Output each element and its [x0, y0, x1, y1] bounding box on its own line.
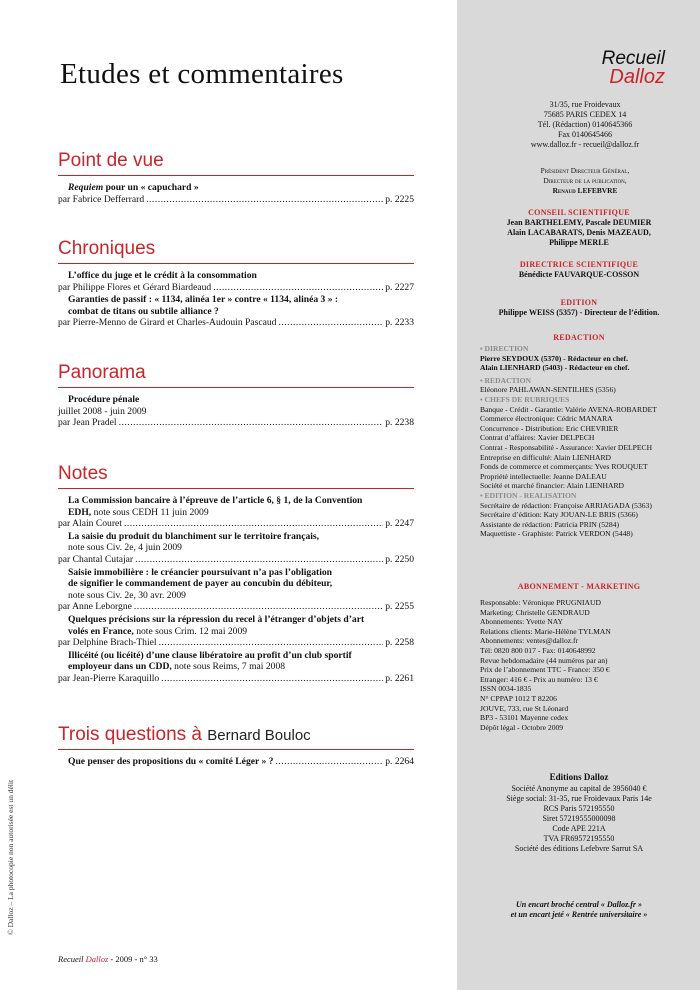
entry-title-cont: EDH,	[68, 506, 92, 518]
entry-title-cont: volés en France,	[68, 625, 134, 637]
abonnement-heading-block	[470, 582, 688, 592]
direction-line: Alain LIENHARD (5403) - Rédacteur en chef.	[480, 363, 630, 373]
entry-note: note sous CEDH 11 juin 2009	[91, 506, 209, 518]
leader-dots	[213, 282, 383, 294]
abonnement-line: Abonnements: ventes@dalloz.fr	[480, 636, 579, 646]
entry-author: par Anne Leborgne	[58, 601, 132, 613]
entry-title: La saisie du produit du blanchiment sur le territoire français,	[68, 530, 320, 542]
logo-line-2: Dalloz	[609, 66, 665, 88]
conseil-line: Philippe MERLE	[549, 238, 609, 247]
toc-entry[interactable]	[58, 270, 414, 293]
entry-title: Garanties de passif : « 1134, alinéa 1er » contre « 1134, alinéa 3 » :	[68, 294, 339, 306]
abonnement-line: Responsable: Véronique PRUGNIAUD	[480, 598, 601, 607]
editions-line: TVA FR69572195550	[543, 834, 615, 843]
realisation-line: Maquettiste - Graphiste: Patrick VERDON (5448)	[480, 529, 633, 539]
section-notes	[58, 463, 414, 686]
recueil-dalloz-logo	[525, 50, 665, 86]
encart-line: et un encart jeté « Rentrée universitaire »	[510, 910, 648, 919]
address-line: 75685 PARIS CEDEX 14	[543, 110, 627, 119]
chefs-line: Fonds de commerce et commerçants: Yves ROUQUET	[480, 462, 648, 472]
entry-page: p. 2238	[385, 417, 414, 429]
section-heading: Panorama	[58, 362, 414, 388]
pdg-line: Président Directeur Général,	[540, 166, 630, 175]
entry-author: par Alain Couret	[58, 518, 122, 530]
realisation-heading: • EDITION - REALISATION	[480, 490, 577, 500]
chefs-line: Commerce électronique: Cédric MANARA	[480, 414, 613, 424]
abonnement-line: Revue hebdomadaire (44 numéros par an)	[480, 655, 608, 665]
leader-dots	[278, 317, 383, 329]
section-heading-text: Trois questions à	[58, 724, 202, 745]
editions-heading: Editions Dalloz	[549, 772, 609, 782]
footer	[58, 954, 158, 964]
leader-dots	[159, 637, 384, 649]
conseil-line: Alain LACABARATS, Denis MAZEAUD,	[507, 228, 651, 237]
direction-line: Pierre SEYDOUX (5370) - Rédacteur en chef.	[480, 353, 628, 363]
entry-author: par Philippe Flores et Gérard Biardeaud	[58, 281, 212, 293]
directrice-heading: DIRECTRICE SCIENTIFIQUE	[519, 260, 639, 269]
address-block	[490, 100, 680, 150]
address-line: www.dalloz.fr - recueil@dalloz.fr	[530, 140, 640, 149]
editions-line: Société des éditions Lefebvre Sarrut SA	[514, 844, 644, 853]
leader-dots	[119, 417, 384, 429]
leader-dots	[124, 518, 383, 530]
chefs-line: Contrat d’affaires: Xavier DELPECH	[480, 433, 595, 443]
address-line: Fax 0140645466	[558, 130, 612, 139]
abonnement-line: Prix de l’abonnement TTC - France: 350 €	[480, 665, 610, 675]
entry-title: Quelques précisions sur la répression du recel à l’étranger d’objets d’art	[68, 613, 365, 625]
entry-note: note sous Reims, 7 mai 2008	[171, 661, 286, 673]
section-panorama	[58, 362, 414, 430]
entry-page: p. 2258	[385, 637, 414, 649]
entry-page: p. 2264	[385, 756, 414, 767]
entry-author: par Jean-Pierre Karaquillo	[58, 672, 160, 684]
footer-brand: Dalloz	[85, 954, 109, 964]
abonnement-line: ISSN 0034-1835	[480, 684, 532, 694]
leader-dots	[275, 756, 383, 768]
encart-block	[470, 900, 688, 920]
entry-page: p. 2261	[385, 672, 414, 684]
footer-recueil: Recueil	[58, 954, 86, 964]
leader-dots	[135, 554, 383, 566]
entry-title-cont: employeur dans un CDD,	[68, 661, 172, 673]
chefs-line: Banque - Crédit - Garantie: Valérie AVENA-ROBARDET	[480, 404, 657, 414]
abonnement-line: N° CPPAP 1012 T 82206	[480, 693, 557, 703]
entry-author: par Fabrice Defferrard	[58, 193, 145, 205]
toc-entry[interactable]	[58, 614, 414, 649]
entry-title-cont: combat de titans ou subtile alliance ?	[68, 305, 219, 317]
abonnement-line: BP3 - 53101 Mayenne cedex	[480, 713, 569, 723]
toc-entry[interactable]	[58, 182, 414, 205]
abonnement-heading: ABONNEMENT - MARKETING	[517, 582, 641, 591]
leader-dots	[146, 194, 383, 206]
edition-heading: EDITION	[560, 298, 598, 307]
entry-title: L’office du juge et le crédit à la consommation	[68, 270, 257, 281]
abonnement-line: JOUVE, 733, rue St Léonard	[480, 703, 569, 713]
edition-block	[470, 298, 688, 318]
directrice-block	[470, 260, 688, 280]
entry-note: juillet 2008 - juin 2009	[58, 405, 147, 417]
entry-title: Que penser des propositions du « comité Léger » ?	[68, 756, 274, 767]
pdg-line: Directeur de la publication,	[543, 176, 627, 185]
entry-author: par Jean Pradel	[58, 417, 117, 429]
edition-line: Philippe WEISS (5357) - Directeur de l’édition.	[498, 308, 660, 317]
realisation-line: Secrétaire d’édition: Katy JOUAN-LE BRIS (5366)	[480, 510, 638, 520]
redaction-line: Eléonore PAHLAWAN-SENTILHES (5356)	[480, 385, 616, 395]
leader-dots	[161, 673, 383, 685]
abonnement-line: Dépôt légal - Octobre 2009	[480, 722, 564, 732]
entry-note: note sous Crim. 12 mai 2009	[133, 625, 248, 637]
redaction-heading-block	[470, 333, 688, 343]
section-chroniques	[58, 238, 414, 330]
entry-title: Saisie immobilière : le créancier poursuivant n’a pas l’obligation	[68, 566, 333, 578]
toc-entry[interactable]	[58, 756, 414, 768]
pdg-name: Renaud LEFEBVRE	[552, 186, 618, 195]
entry-page: p. 2227	[385, 281, 414, 293]
editions-line: Siret 57219555000098	[542, 814, 616, 823]
entry-title-italic: Requiem	[68, 182, 104, 193]
realisation-line: Secrétaire de rédaction: Françoise ARRIAGADA (5363)	[480, 500, 652, 510]
toc-entry[interactable]	[58, 531, 414, 566]
conseil-heading: CONSEIL SCIENTIFIQUE	[528, 208, 630, 217]
copyright-vertical: © Dalloz – La photocopie non autorisée est un délit	[6, 779, 15, 935]
entry-page: p. 2255	[385, 601, 414, 613]
entry-page: p. 2233	[385, 317, 414, 329]
entry-page: p. 2250	[385, 553, 414, 565]
section-point-de-vue	[58, 150, 414, 206]
redaction-block	[480, 344, 690, 539]
leader-dots	[134, 601, 383, 613]
encart-line: Un encart broché central « Dalloz.fr »	[516, 900, 642, 909]
section-heading: Point de vue	[58, 150, 414, 176]
entry-title: Procédure pénale	[68, 394, 140, 405]
entry-title: pour un « capuchard »	[103, 182, 199, 193]
footer-issue: - 2009 - n° 33	[108, 954, 158, 964]
page-title: Etudes et commentaires	[60, 58, 344, 90]
direction-heading: • DIRECTION	[480, 344, 529, 353]
address-line: Tél. (Rédaction) 0140645366	[537, 120, 633, 129]
entry-title: Illicéité (ou licéité) d’une clause libératoire au profit d’un club sportif	[68, 649, 352, 661]
section-heading-person: Bernard Bouloc	[207, 727, 311, 744]
entry-author: par Pierre-Menno de Girard et Charles-Audouin Pascaud	[58, 317, 277, 329]
section-heading: Notes	[58, 463, 414, 489]
conseil-line: Jean BARTHELEMY, Pascale DEUMIER	[506, 218, 652, 227]
editions-line: Société Anonyme au capital de 3956040 €	[511, 784, 647, 793]
entry-author: par Delphine Brach-Thiel	[58, 637, 157, 649]
abonnement-line: Etranger: 416 € - Prix au numéro: 13 €	[480, 674, 598, 684]
section-trois-questions	[58, 724, 414, 769]
toc-entry[interactable]	[58, 394, 414, 429]
toc-entry[interactable]	[58, 567, 414, 613]
redaction-subheading: • REDACTION	[480, 375, 531, 385]
entry-title-cont: de signifier le commandement de payer au concubin du débiteur,	[68, 578, 333, 590]
entry-note: note sous Civ. 2e, 30 avr. 2009	[68, 589, 186, 601]
realisation-line: Assistante de rédaction: Patricia PRIN (5284)	[480, 519, 619, 529]
abonnement-line: Marketing: Christelle GENDRAUD	[480, 607, 590, 617]
entry-note: note sous Civ. 2e, 4 juin 2009	[68, 542, 182, 554]
directrice-name: Bénédicte FAUVARQUE-COSSON	[518, 270, 640, 279]
chefs-line: Contrat - Responsabilité - Assurance: Xavier DELPECH	[480, 442, 653, 452]
chefs-line: Propriété intellectuelle: Jeanne DALEAU	[480, 471, 607, 481]
entry-page: p. 2247	[385, 518, 414, 530]
toc-entry[interactable]	[58, 650, 414, 685]
editions-line: RCS Paris 572195550	[543, 804, 615, 813]
entry-title: La Commission bancaire à l’épreuve de l’article 6, § 1, de la Convention	[68, 495, 363, 506]
entry-page: p. 2225	[385, 193, 414, 205]
abonnement-line: Tél: 0820 800 017 - Fax: 0140648992	[480, 645, 596, 655]
chefs-line: Entreprise en difficulté: Alain LIENHARD	[480, 452, 612, 462]
toc-entry[interactable]	[58, 495, 414, 530]
entry-author: par Chantal Cutajar	[58, 553, 134, 565]
logo-line-1: Recueil	[601, 48, 665, 69]
pdg-block	[490, 166, 680, 196]
redaction-heading: REDACTION	[553, 333, 605, 342]
chefs-line: Société et marché financier: Alain LIENHARD	[480, 481, 625, 491]
abonnement-block	[480, 598, 690, 732]
chefs-heading: • CHEFS DE RUBRIQUES	[480, 394, 570, 404]
abonnement-line: Abonnements: Yvette NAY	[480, 617, 564, 627]
address-line: 31/35, rue Froidevaux	[549, 100, 621, 109]
section-heading	[58, 724, 414, 750]
chefs-line: Concurrence - Distribution: Eric CHEVRIER	[480, 423, 619, 433]
abonnement-line: Relations clients: Marie-Hélène TYLMAN	[480, 626, 611, 636]
editions-line: Code APE 221A	[552, 824, 606, 833]
conseil-block	[470, 208, 688, 248]
editions-block	[470, 772, 688, 854]
toc-entry[interactable]	[58, 294, 414, 329]
section-heading: Chroniques	[58, 238, 414, 264]
editions-line: Siège social: 31-35, rue Froidevaux Paris 14e	[506, 794, 652, 803]
